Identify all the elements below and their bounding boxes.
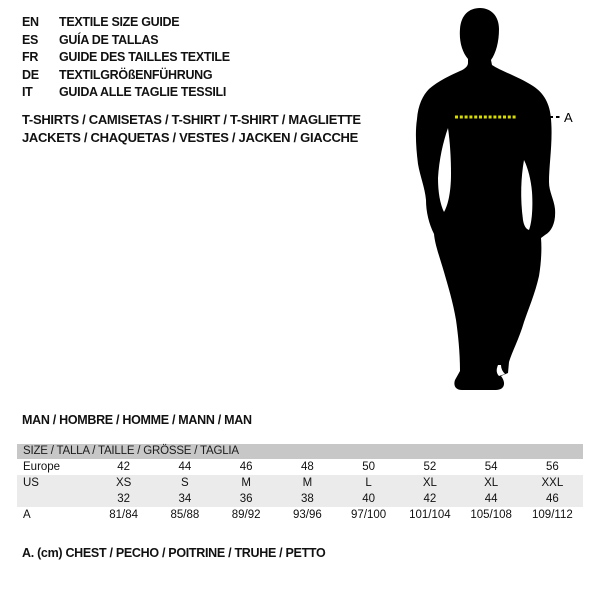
size-cell: 44: [178, 461, 192, 473]
size-cell: 46: [545, 493, 559, 505]
language-code: ES: [22, 32, 39, 47]
size-cell: 46: [239, 461, 253, 473]
size-cell: 44: [484, 493, 498, 505]
size-cell: M: [302, 477, 313, 489]
size-cell: 40: [362, 493, 376, 505]
size-cell: XS: [115, 477, 132, 489]
garment-categories: [22, 111, 361, 146]
garment-line-tshirts: T-SHIRTS / CAMISETAS / T-SHIRT / T-SHIRT / MAGLIETTE: [22, 112, 361, 127]
size-cell: 85/88: [170, 509, 200, 521]
size-cell: 48: [300, 461, 314, 473]
size-cell: 93/96: [292, 509, 322, 521]
language-row: [22, 32, 230, 50]
size-cell: 52: [423, 461, 437, 473]
size-cell: S: [181, 477, 189, 489]
size-cell: M: [241, 477, 251, 489]
size-cell: XL: [422, 477, 437, 489]
table-row-europe: [17, 459, 583, 475]
size-cell: 38: [300, 493, 314, 505]
size-cell: 105/108: [470, 509, 512, 521]
size-cell: 36: [239, 493, 253, 505]
size-cell: 32: [117, 493, 131, 505]
size-cell: 56: [545, 461, 559, 473]
row-label: Europe: [23, 461, 61, 473]
size-cell: 50: [362, 461, 376, 473]
language-row: [22, 67, 230, 85]
man-silhouette: [416, 8, 555, 390]
language-title: GUÍA DE TALLAS: [59, 32, 159, 47]
row-label: A: [23, 509, 31, 521]
language-title: TEXTILE SIZE GUIDE: [59, 15, 180, 29]
table-row-us: [17, 475, 583, 491]
language-row: [22, 14, 230, 32]
size-cell: 89/92: [231, 509, 261, 521]
language-code: EN: [22, 15, 39, 29]
section-title-man: MAN / HOMBRE / HOMME / MANN / MAN: [22, 413, 252, 427]
language-row: [22, 84, 230, 102]
garment-line-jackets: JACKETS / CHAQUETAS / VESTES / JACKEN / GIACCHE: [22, 129, 358, 145]
size-cell: XXL: [541, 477, 564, 489]
language-code: IT: [22, 85, 33, 99]
man-silhouette-figure: [398, 2, 578, 400]
language-list: [22, 14, 230, 102]
size-cell: 81/84: [109, 509, 139, 521]
size-cell: 101/104: [409, 509, 451, 521]
size-table: [17, 444, 583, 523]
size-cell: 109/112: [532, 509, 573, 521]
table-row-chest: [17, 507, 583, 523]
chest-measure-label: A: [564, 110, 573, 125]
size-cell: 34: [178, 493, 192, 505]
size-table-header: SIZE / TALLA / TAILLE / GRÖSSE / TAGLIA: [17, 444, 583, 459]
size-cell: 97/100: [351, 509, 387, 521]
language-title: TEXTILGRÖßENFÜHRUNG: [59, 67, 213, 82]
language-code: DE: [22, 67, 39, 82]
table-row-numeric: [17, 491, 583, 507]
language-code: FR: [22, 50, 39, 64]
size-cell: 42: [117, 461, 131, 473]
language-title: GUIDE DES TAILLES TEXTILE: [59, 50, 230, 64]
size-cell: L: [365, 477, 372, 489]
size-cell: XL: [484, 477, 499, 489]
size-cell: 42: [423, 493, 437, 505]
language-title: GUIDA ALLE TAGLIE TESSILI: [59, 85, 227, 99]
row-label: US: [23, 477, 39, 489]
measurement-footnote: A. (cm) CHEST / PECHO / POITRINE / TRUHE / PETTO: [22, 546, 326, 560]
size-cell: 54: [484, 461, 498, 473]
language-row: [22, 49, 230, 67]
